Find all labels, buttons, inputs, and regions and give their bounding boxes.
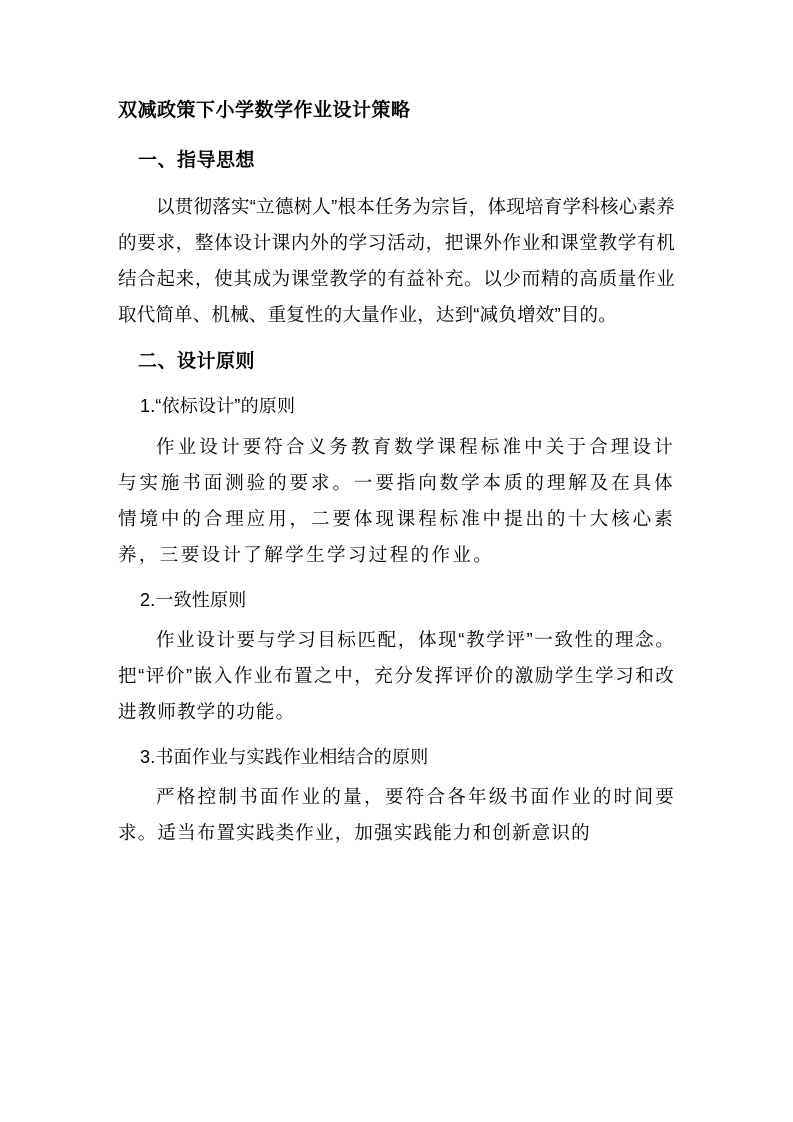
principle-3-text: 严格控制书面作业的量，要符合各年级书面作业的时间要求。适当布置实践类作业，加强实践能力和创新意识的 xyxy=(118,786,675,844)
section-heading-1: 一、指导思想 xyxy=(138,150,256,172)
principle-2-label: 2.一致性原则 xyxy=(140,589,247,610)
principle-1-text: 作业设计要符合义务教育数学课程标准中关于合理设计与实施书面测验的要求。一要指向数学本质的理解及在具体情境中的合理应用，二要体现课程标准中提出的十大核心素养，三要设计了解学生学习过程的作业。 xyxy=(118,435,675,565)
principle-3-label: 3.书面作业与实践作业相结合的原则 xyxy=(140,747,429,768)
principle-1-label: 1.“依标设计”的原则 xyxy=(140,396,296,417)
section-1-paragraph: 以贯彻落实“立德树人”根本任务为宗旨，体现培育学科核心素养的要求，整体设计课内外的学习活动，把课外作业和课堂教学有机结合起来，使其成为课堂教学的有益补充。以少而精的高质量作业取代简单、机械、重复性的大量作业，达到“减负增效”目的。 xyxy=(118,195,675,325)
principle-2-text: 作业设计要与学习目标匹配，体现“教学评”一致性的理念。把“评价”嵌入作业布置之中，充分发挥评价的激励学生学习和改进教师教学的功能。 xyxy=(118,628,675,722)
section-heading-2: 二、设计原则 xyxy=(138,351,256,373)
page-title: 双减政策下小学数学作业设计策略 xyxy=(118,100,411,121)
